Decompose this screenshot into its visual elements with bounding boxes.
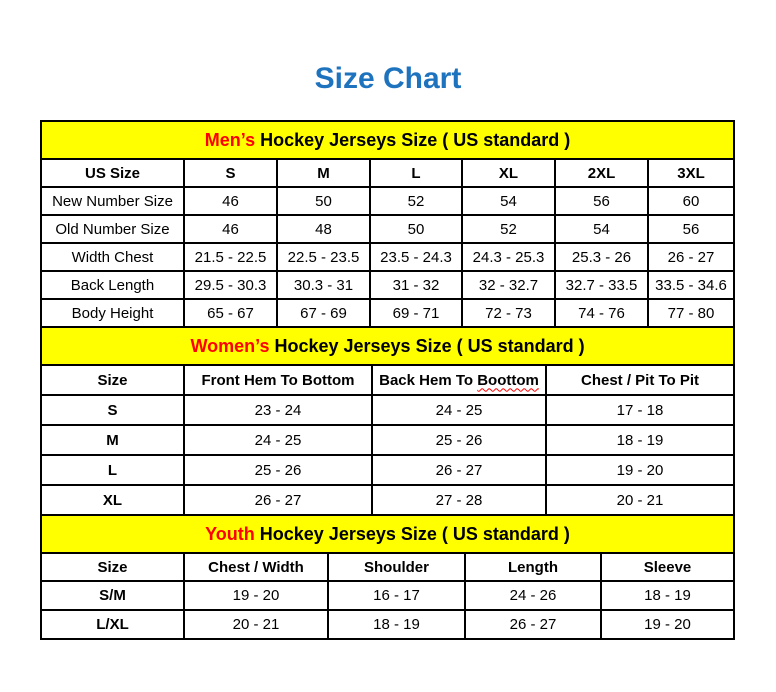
- column-header-misspelled-word: Boottom: [477, 371, 539, 389]
- column-header-xl: XL: [462, 159, 555, 187]
- table-cell: 16 - 17: [328, 581, 465, 610]
- table-cell: 19 - 20: [601, 610, 734, 639]
- table-cell: 56: [555, 187, 648, 215]
- table-cell: 23.5 - 24.3: [370, 243, 462, 271]
- mens-section-header: [41, 121, 734, 159]
- column-header-sleeve: Sleeve: [601, 553, 734, 581]
- table-row: [41, 581, 734, 610]
- table-cell: 25 - 26: [372, 425, 546, 455]
- table-cell: 72 - 73: [462, 299, 555, 327]
- row-label-l-xl: L/XL: [41, 610, 184, 639]
- row-label-s-m: S/M: [41, 581, 184, 610]
- table-cell: 31 - 32: [370, 271, 462, 299]
- row-label-old-number-size: Old Number Size: [41, 215, 184, 243]
- column-header-s: S: [184, 159, 277, 187]
- youth-band-highlight: Youth: [205, 523, 255, 544]
- table-cell: 20 - 21: [546, 485, 734, 515]
- row-label-xl: XL: [41, 485, 184, 515]
- table-cell: 26 - 27: [465, 610, 601, 639]
- table-cell: 56: [648, 215, 734, 243]
- row-label-new-number-size: New Number Size: [41, 187, 184, 215]
- column-header-2xl: 2XL: [555, 159, 648, 187]
- table-cell: 17 - 18: [546, 395, 734, 425]
- table-cell: 24 - 26: [465, 581, 601, 610]
- table-cell: 24 - 25: [184, 425, 372, 455]
- table-row: [41, 271, 734, 299]
- table-cell: 30.3 - 31: [277, 271, 370, 299]
- mens-size-table: [40, 120, 735, 328]
- table-cell: 24.3 - 25.3: [462, 243, 555, 271]
- column-header-prefix: Back Hem To: [379, 371, 478, 389]
- column-header-length: Length: [465, 553, 601, 581]
- column-header-3xl: 3XL: [648, 159, 734, 187]
- column-header-size: Size: [41, 365, 184, 395]
- womens-band-text: Hockey Jerseys Size ( US standard ): [269, 335, 585, 356]
- table-cell: 25 - 26: [184, 455, 372, 485]
- table-cell: 26 - 27: [372, 455, 546, 485]
- mens-band-text: Hockey Jerseys Size ( US standard ): [255, 129, 571, 150]
- table-cell: 26 - 27: [648, 243, 734, 271]
- table-cell: 65 - 67: [184, 299, 277, 327]
- table-cell: 18 - 19: [328, 610, 465, 639]
- table-row: [41, 395, 734, 425]
- womens-size-table: [40, 326, 735, 516]
- row-label-back-length: Back Length: [41, 271, 184, 299]
- table-cell: 60: [648, 187, 734, 215]
- table-cell: 20 - 21: [184, 610, 328, 639]
- table-cell: 33.5 - 34.6: [648, 271, 734, 299]
- table-cell: 52: [462, 215, 555, 243]
- table-cell: 69 - 71: [370, 299, 462, 327]
- womens-band-highlight: Women’s: [190, 335, 270, 356]
- table-row: [41, 215, 734, 243]
- table-row: [41, 425, 734, 455]
- mens-band-highlight: Men’s: [204, 129, 256, 150]
- womens-section-header: [41, 327, 734, 365]
- table-cell: 54: [555, 215, 648, 243]
- table-cell: 52: [370, 187, 462, 215]
- table-cell: 24 - 25: [372, 395, 546, 425]
- size-chart: [40, 120, 733, 640]
- column-header-us-size: US Size: [41, 159, 184, 187]
- table-cell: 19 - 20: [184, 581, 328, 610]
- table-cell: 19 - 20: [546, 455, 734, 485]
- column-header-size: Size: [41, 553, 184, 581]
- column-header-chest-width: Chest / Width: [184, 553, 328, 581]
- table-cell: 67 - 69: [277, 299, 370, 327]
- table-cell: 77 - 80: [648, 299, 734, 327]
- row-label-body-height: Body Height: [41, 299, 184, 327]
- table-cell: 22.5 - 23.5: [277, 243, 370, 271]
- table-cell: 29.5 - 30.3: [184, 271, 277, 299]
- table-cell: 48: [277, 215, 370, 243]
- table-cell: 23 - 24: [184, 395, 372, 425]
- column-header-front-hem-to-bottom: Front Hem To Bottom: [184, 365, 372, 395]
- column-header-shoulder: Shoulder: [328, 553, 465, 581]
- table-row: [41, 187, 734, 215]
- table-cell: 18 - 19: [601, 581, 734, 610]
- table-cell: 46: [184, 215, 277, 243]
- column-header-l: L: [370, 159, 462, 187]
- row-label-width-chest: Width Chest: [41, 243, 184, 271]
- table-row: [41, 299, 734, 327]
- youth-section-header: [41, 515, 734, 553]
- row-label-l: L: [41, 455, 184, 485]
- youth-band-text: Hockey Jerseys Size ( US standard ): [254, 523, 570, 544]
- table-cell: 46: [184, 187, 277, 215]
- table-row: [41, 455, 734, 485]
- table-cell: 18 - 19: [546, 425, 734, 455]
- youth-size-table: [40, 514, 735, 640]
- table-cell: 32 - 32.7: [462, 271, 555, 299]
- column-header-back-hem-to-boottom: [372, 365, 546, 395]
- table-cell: 54: [462, 187, 555, 215]
- table-cell: 32.7 - 33.5: [555, 271, 648, 299]
- page-title: Size Chart: [314, 62, 462, 95]
- column-header-chest-pit-to-pit: Chest / Pit To Pit: [546, 365, 734, 395]
- table-row: [41, 610, 734, 639]
- table-cell: 26 - 27: [184, 485, 372, 515]
- table-cell: 50: [277, 187, 370, 215]
- table-cell: 21.5 - 22.5: [184, 243, 277, 271]
- table-cell: 27 - 28: [372, 485, 546, 515]
- row-label-s: S: [41, 395, 184, 425]
- table-row: [41, 243, 734, 271]
- table-cell: 50: [370, 215, 462, 243]
- row-label-m: M: [41, 425, 184, 455]
- table-cell: 25.3 - 26: [555, 243, 648, 271]
- table-cell: 74 - 76: [555, 299, 648, 327]
- table-row: [41, 485, 734, 515]
- column-header-m: M: [277, 159, 370, 187]
